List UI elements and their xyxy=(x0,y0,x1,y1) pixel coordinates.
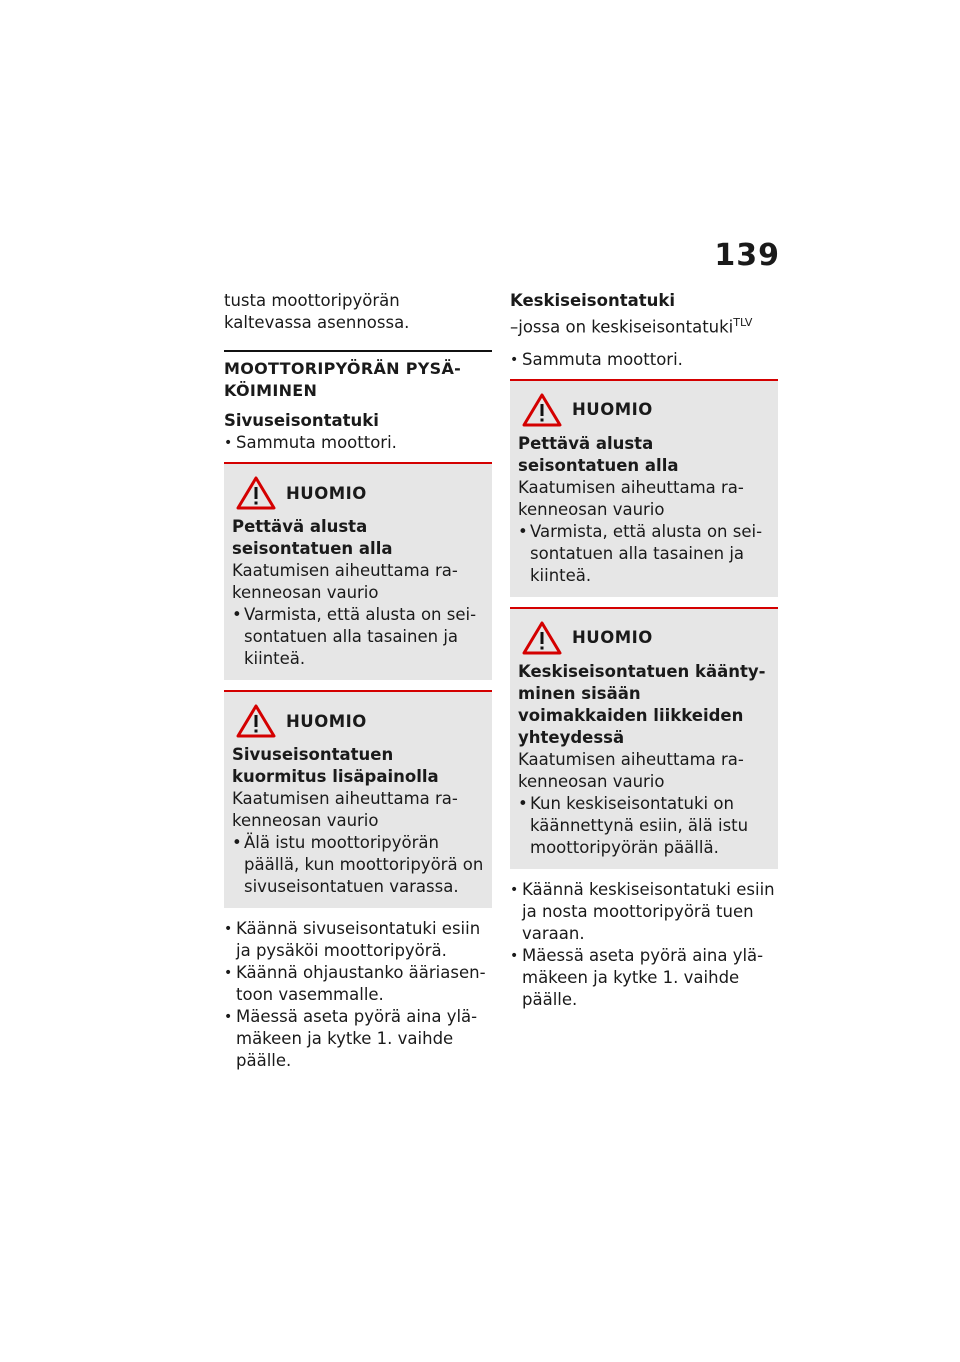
option-code: TLV xyxy=(733,316,753,329)
list-item: • Mäessä aseta pyörä aina ylä-mäkeen ja kytke 1. vaihde päälle. xyxy=(224,1007,478,1070)
notice-box xyxy=(510,607,778,869)
warning-triangle-icon xyxy=(236,704,276,738)
notice-header xyxy=(232,704,484,738)
notice-title: Sivuseisontatuen kuormitus lisäpainolla xyxy=(232,745,439,786)
bullet-icon: • xyxy=(518,521,528,541)
list-item: • Älä istu moottoripyörän päällä, kun moottoripyörä on sivuseisontatuen varassa. xyxy=(232,833,484,896)
right-column xyxy=(510,290,778,1011)
notice-body: Kaatumisen aiheuttama ra-kenneosan vaurio xyxy=(232,789,458,830)
bullet-icon: • xyxy=(224,921,233,937)
list-item: • Käännä keskiseisontatuki esiin ja nosta moottoripyörä tuen varaan. xyxy=(510,879,775,943)
section-title-line-1: MOOTTORIPYÖRÄN PYSÄ- xyxy=(224,359,462,378)
warning-triangle-icon xyxy=(236,476,276,510)
notice-label: HUOMIO xyxy=(572,400,653,419)
notice-label: HUOMIO xyxy=(572,628,653,647)
bullet-icon: • xyxy=(224,965,233,981)
notice-label: HUOMIO xyxy=(286,483,367,503)
notice-header xyxy=(518,393,770,427)
list-item: • Mäessä aseta pyörä aina ylä-mäkeen ja kytke 1. vaihde päälle. xyxy=(510,945,764,1009)
list-item: • Käännä sivuseisontatuki esiin ja pysäköi moottoripyörä. xyxy=(224,919,481,960)
bullet-icon: • xyxy=(232,833,242,852)
left-column xyxy=(224,290,492,1072)
notice-body: Kaatumisen aiheuttama ra-kenneosan vaurio xyxy=(518,477,744,519)
condition-text: –jossa on keskiseisontatuki$^{TLV}$ xyxy=(510,316,753,337)
notice-header xyxy=(232,476,484,510)
bullet-icon: • xyxy=(232,605,242,624)
section-title-line-2: KÖIMINEN xyxy=(224,381,318,400)
notice-body: Kaatumisen aiheuttama ra-kenneosan vaurio xyxy=(232,561,458,602)
notice-title: Keskiseisontatuen käänty-minen sisään voimakkaiden liikkeiden yhteydessä xyxy=(518,661,766,747)
list-item: • Varmista, että alusta on sei-sontatuen alla tasainen ja kiinteä. xyxy=(518,521,763,585)
list-item: • Sammuta moottori. xyxy=(224,433,397,452)
step-list xyxy=(224,918,492,1072)
notice-header xyxy=(518,621,770,655)
list-item: • Varmista, että alusta on sei-sontatuen alla tasainen ja kiinteä. xyxy=(232,605,477,668)
notice-title: Pettävä alusta seisontatuen alla xyxy=(232,517,393,558)
bullet-icon: • xyxy=(510,947,519,964)
list-item: • Käännä ohjaustanko ääriasen-toon vasemmalle. xyxy=(224,963,486,1004)
section-title xyxy=(224,350,492,402)
bullet-icon: • xyxy=(224,435,233,451)
step-list xyxy=(510,879,778,1011)
warning-triangle-icon xyxy=(522,393,562,427)
bullet-icon: • xyxy=(510,881,519,898)
list-item: • Kun keskiseisontatuki on käännettynä esiin, älä istu moottoripyörän päällä. xyxy=(518,793,749,857)
page-number: 139 xyxy=(714,238,780,273)
notice-box xyxy=(510,379,778,597)
notice-box xyxy=(224,690,492,908)
subheading-center-stand: Keskiseisontatuki xyxy=(510,291,675,310)
notice-label: HUOMIO xyxy=(286,711,367,731)
intro-text: tusta moottoripyörän kaltevassa asennossa. xyxy=(224,291,410,332)
subheading-side-stand: Sivuseisontatuki xyxy=(224,411,379,430)
list-item: • Sammuta moottori. xyxy=(510,349,683,369)
warning-triangle-icon xyxy=(522,621,562,655)
notice-title: Pettävä alusta seisontatuen alla xyxy=(518,433,679,475)
notice-body: Kaatumisen aiheuttama ra-kenneosan vaurio xyxy=(518,749,744,791)
bullet-icon: • xyxy=(224,1009,233,1025)
bullet-icon: • xyxy=(518,793,528,813)
notice-box xyxy=(224,462,492,680)
bullet-icon: • xyxy=(510,351,519,368)
